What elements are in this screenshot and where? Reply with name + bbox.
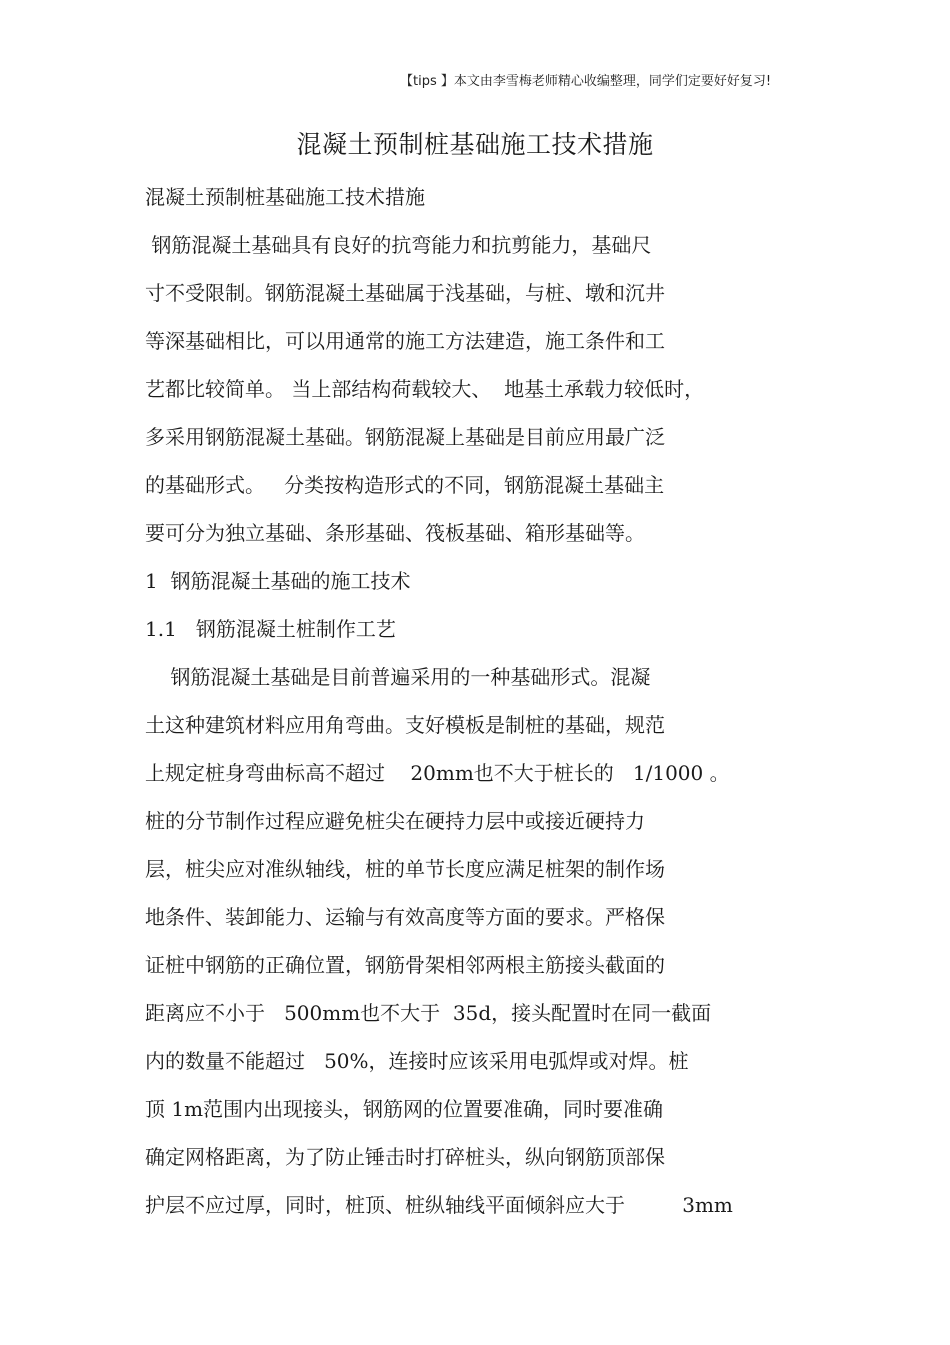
body-line: 确定网格距离，为了防止锤击时打碎桩头，纵向钢筋顶部保 (145, 1145, 665, 1169)
document-title: 混凝土预制桩基础施工技术措施 (296, 130, 654, 159)
body-line: 的基础形式。 分类按构造形式的不同，钢筋混凝土基础主 (145, 473, 665, 497)
body-line: 艺都比较简单。 当上部结构荷载较大、 地基土承载力较低时， (145, 377, 705, 401)
body-line: 多采用钢筋混凝土基础。钢筋混凝上基础是目前应用最广泛 (145, 425, 665, 449)
body-line: 钢筋混凝土基础具有良好的抗弯能力和抗剪能力，基础尺 (145, 233, 652, 257)
body-line: 等深基础相比，可以用通常的施工方法建造，施工条件和工 (145, 329, 665, 353)
body-line: 钢筋混凝土基础是目前普遍采用的一种基础形式。混凝 (145, 665, 651, 689)
subsection-heading: 1.1 钢筋混凝土桩制作工艺 (145, 617, 396, 641)
body-line: 层，桩尖应对准纵轴线，桩的单节长度应满足桩架的制作场 (145, 857, 665, 881)
body-line: 上规定桩身弯曲标高不超过 20mm也不大于桩长的 1/1000 。 (145, 761, 730, 785)
body-line: 土这种建筑材料应用角弯曲。支好模板是制桩的基础，规范 (145, 713, 665, 737)
body-line: 内的数量不能超过 50%，连接时应该采用电弧焊或对焊。桩 (145, 1049, 689, 1073)
body-line: 桩的分节制作过程应避免桩尖在硬持力层中或接近硬持力 (145, 809, 645, 833)
header-note: 【tips 】本文由李雪梅老师精心收编整理，同学们定要好好复习! (400, 74, 772, 89)
body-line: 要可分为独立基础、条形基础、筏板基础、箱形基础等。 (145, 521, 645, 545)
body-line: 混凝土预制桩基础施工技术措施 (145, 185, 425, 209)
body-line: 距离应不小于 500mm也不大于 35d，接头配置时在同一截面 (145, 1001, 712, 1025)
body-line: 地条件、装卸能力、运输与有效高度等方面的要求。严格保 (145, 905, 665, 929)
body-line: 顶 1m范围内出现接头，钢筋网的位置要准确，同时要准确 (145, 1097, 664, 1121)
body-line: 护层不应过厚，同时，桩顶、桩纵轴线平面倾斜应大于 3mm (145, 1193, 733, 1217)
body-line: 寸不受限制。钢筋混凝土基础属于浅基础，与桩、墩和沉井 (145, 281, 665, 305)
section-heading: 1 钢筋混凝土基础的施工技术 (145, 569, 411, 593)
body-line: 证桩中钢筋的正确位置，钢筋骨架相邻两根主筋接头截面的 (145, 953, 665, 977)
